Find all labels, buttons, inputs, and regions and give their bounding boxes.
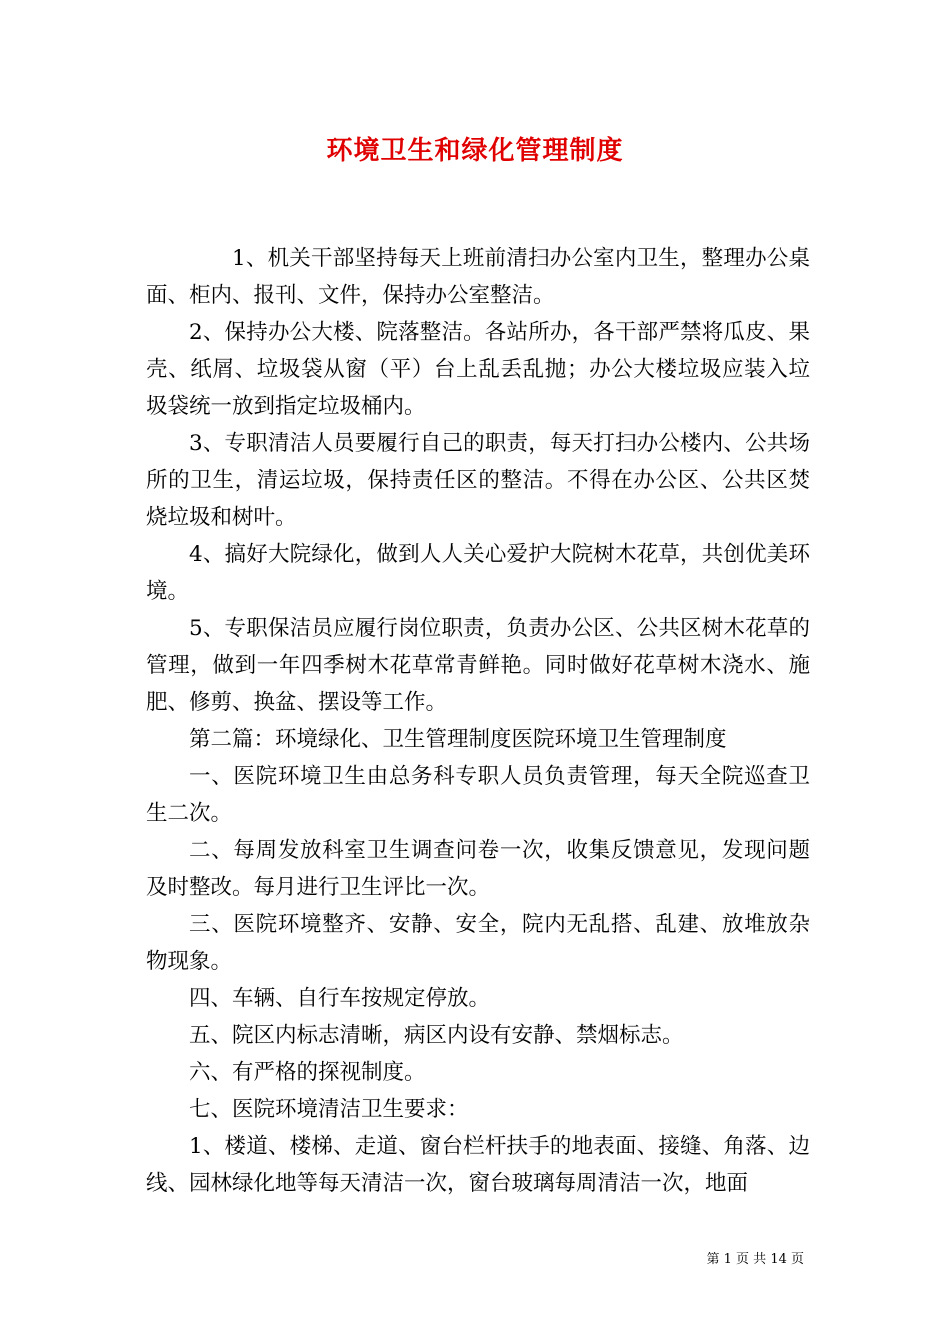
- document-title: 环境卫生和绿化管理制度: [326, 136, 624, 166]
- paragraph: 4、搞好大院绿化，做到人人关心爱护大院树木花草，共创优美环境。: [146, 542, 810, 604]
- paragraph: 六、有严格的探视制度。: [189, 1060, 426, 1085]
- paragraph: 一、医院环境卫生由总务科专职人员负责管理，每天全院巡查卫生二次。: [146, 764, 810, 826]
- paragraph: 1、楼道、楼梯、走道、窗台栏杆扶手的地表面、接缝、角落、边线、园林绿化地等每天清洁一次，窗台玻璃每周清洁一次，地面: [146, 1134, 810, 1196]
- paragraph: 四、车辆、自行车按规定停放。: [189, 986, 491, 1011]
- paragraph: 3、专职清洁人员要履行自己的职责，每天打扫办公楼内、公共场所的卫生，清运垃圾，保持责任区的整洁。不得在办公区、公共区焚烧垃圾和树叶。: [146, 431, 810, 530]
- paragraph: 二、每周发放科室卫生调查问卷一次，收集反馈意见，发现问题及时整改。每月进行卫生评比一次。: [146, 838, 810, 900]
- document-body: [146, 240, 810, 1202]
- paragraph: 1、机关干部坚持每天上班前清扫办公室内卫生，整理办公桌面、柜内、报刊、文件，保持办公室整洁。: [146, 246, 810, 308]
- paragraph: 七、医院环境清洁卫生要求：: [189, 1097, 469, 1122]
- paragraph: 2、保持办公大楼、院落整洁。各站所办，各干部严禁将瓜皮、果壳、纸屑、垃圾袋从窗（平）台上乱丢乱抛；办公大楼垃圾应装入垃圾袋统一放到指定垃圾桶内。: [146, 320, 810, 419]
- paragraph: 五、院区内标志清晰，病区内设有安静、禁烟标志。: [189, 1023, 684, 1048]
- section-heading: 第二篇：环境绿化、卫生管理制度医院环境卫生管理制度: [189, 727, 727, 752]
- paragraph: 三、医院环境整齐、安静、安全，院内无乱搭、乱建、放堆放杂物现象。: [146, 912, 810, 974]
- page-number: 第 1 页 共 14 页: [706, 1252, 804, 1267]
- paragraph: 5、专职保洁员应履行岗位职责，负责办公区、公共区树木花草的管理，做到一年四季树木花草常青鲜艳。同时做好花草树木浇水、施肥、修剪、换盆、摆设等工作。: [146, 616, 810, 715]
